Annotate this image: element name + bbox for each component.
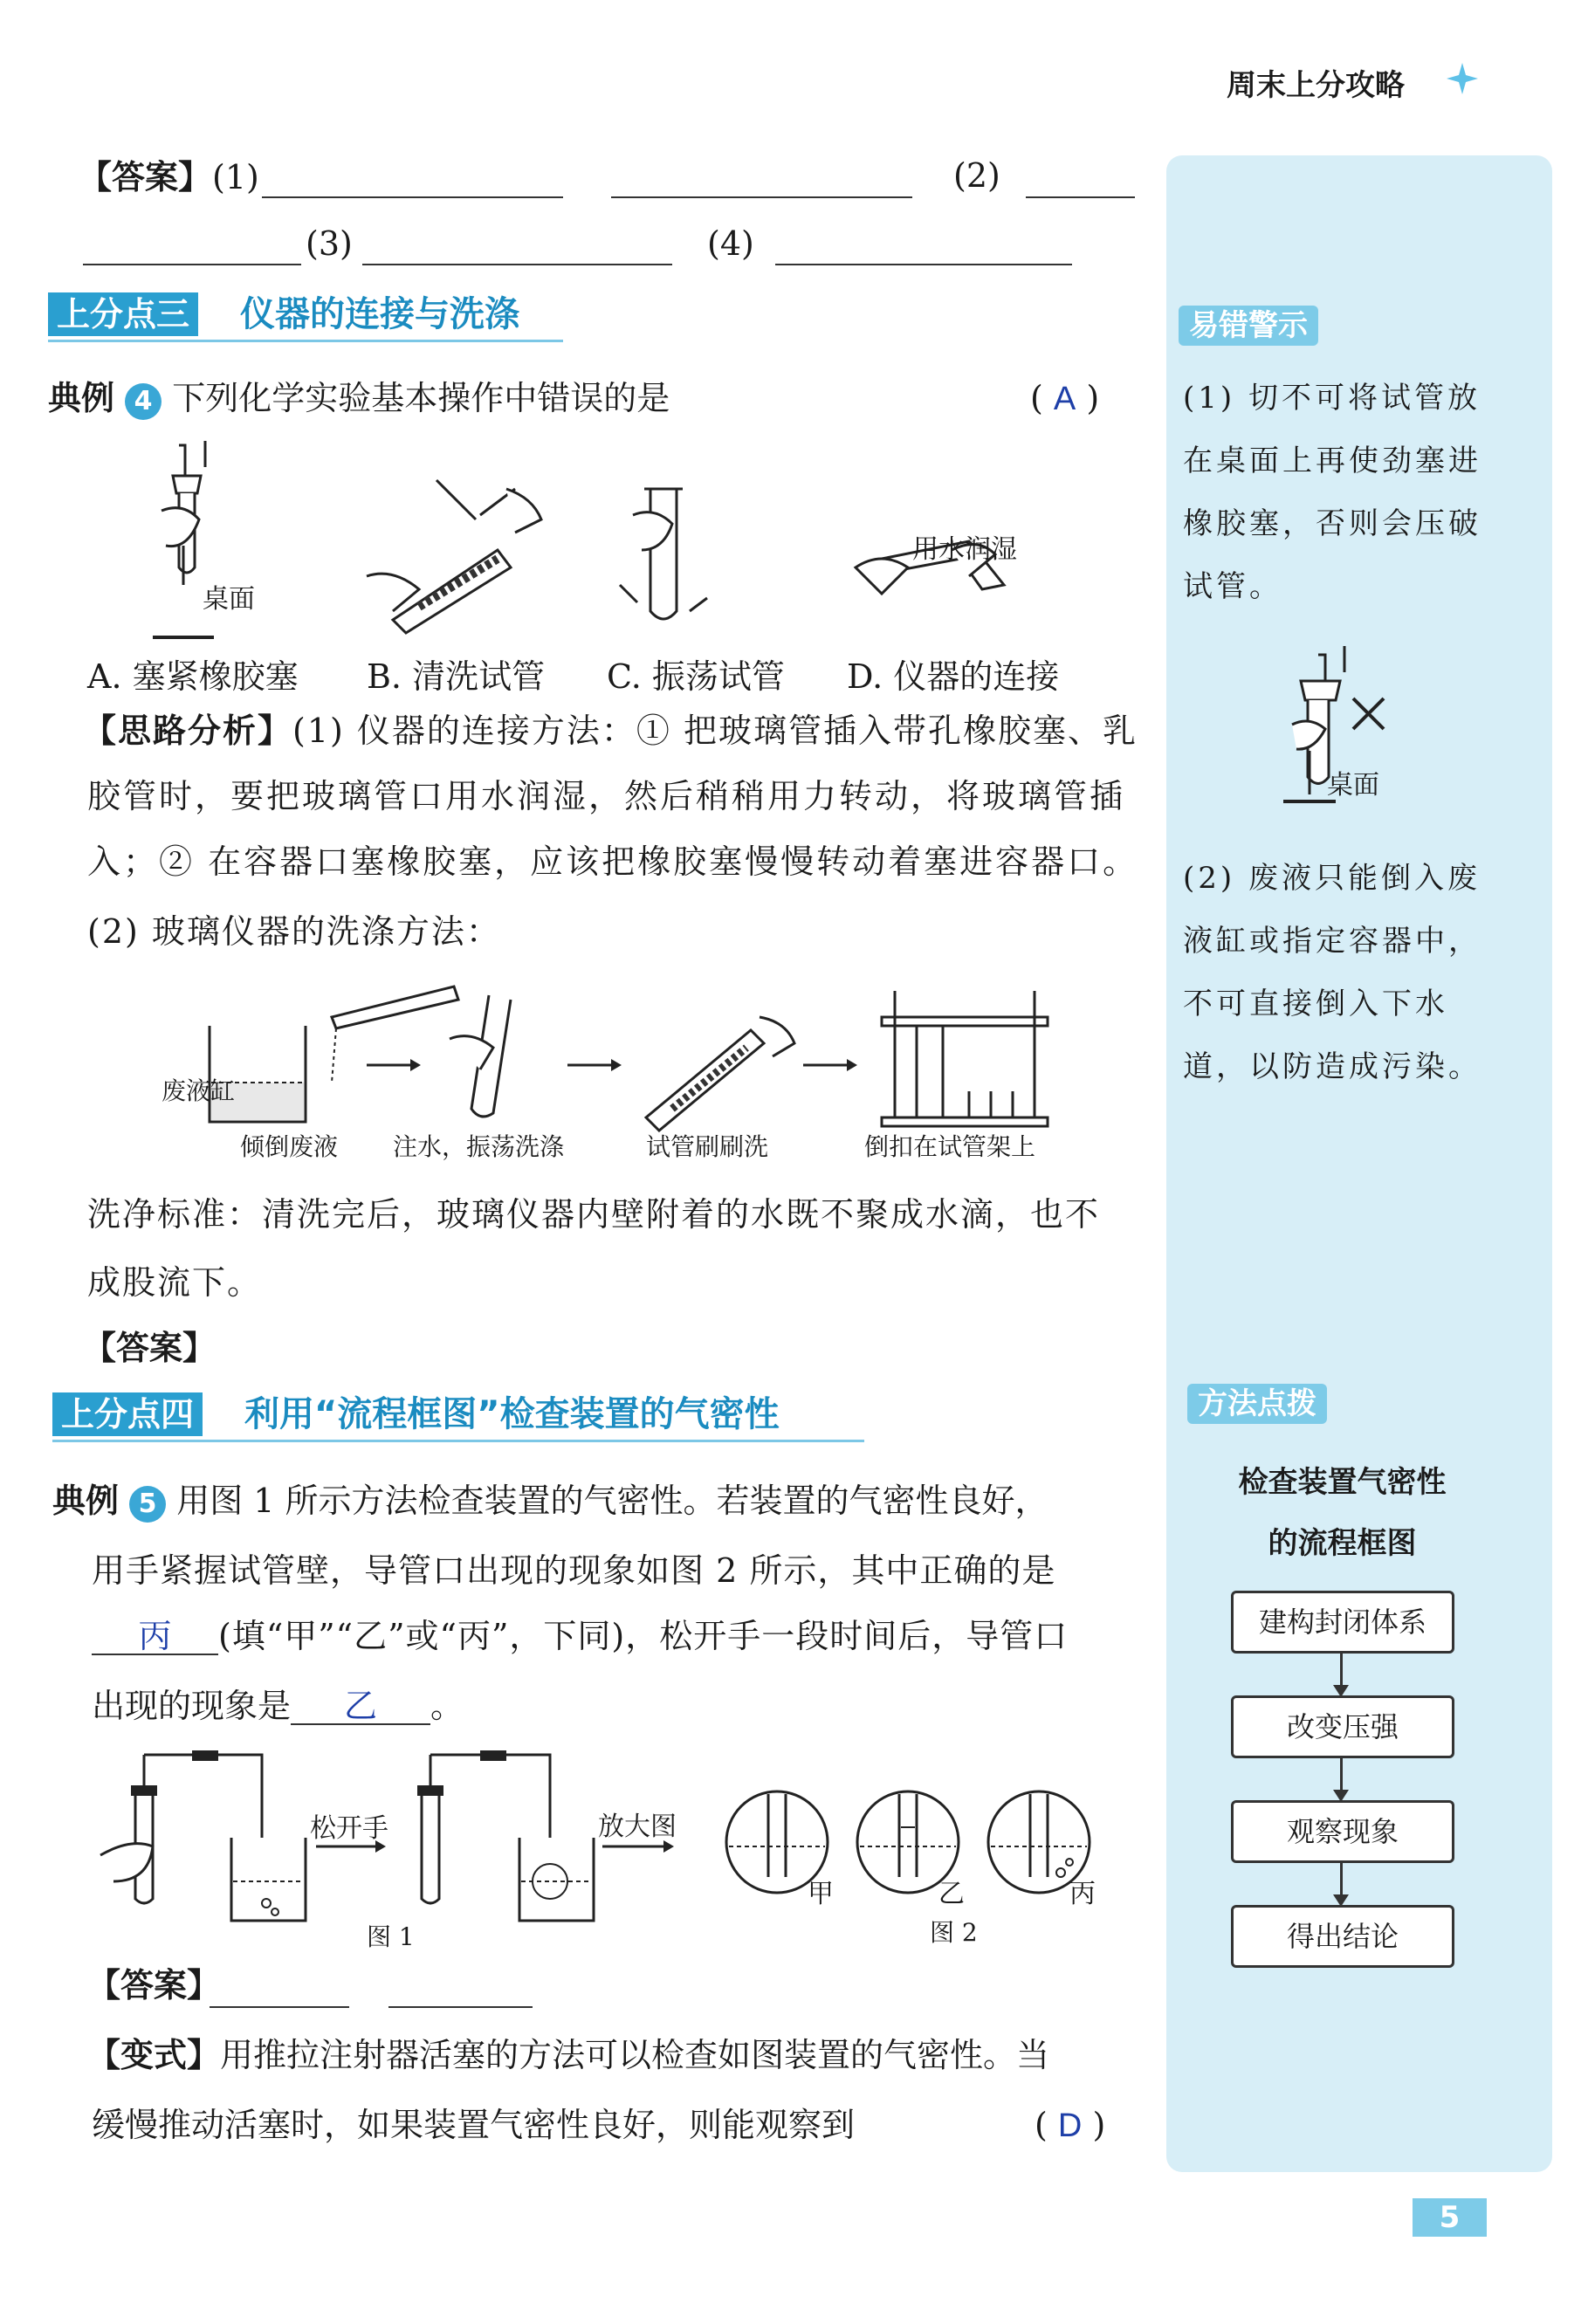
flow-arrow-3 (1340, 1863, 1343, 1898)
variant-answer: ( D ) (1035, 2106, 1106, 2144)
step-label-2: 注水，振荡洗涤 (393, 1132, 565, 1161)
step-label-3: 试管刷刷洗 (646, 1132, 769, 1161)
section-4-title: 利用“流程框图”检查装置的气密性 (244, 1394, 780, 1434)
example-5-line-2: 用手紧握试管壁，导管口出现的现象如图 2 所示，其中正确的是 (92, 1551, 1056, 1590)
blank-2b[interactable] (83, 264, 301, 265)
flow-step-3: 观察现象 (1231, 1800, 1454, 1863)
answer-n3: (3) (306, 224, 353, 263)
analysis-line-2: 胶管时，要把玻璃管口用水润湿，然后稍稍用力转动，将玻璃管插 (87, 777, 1126, 815)
section-3-tag: 上分点三 (48, 292, 198, 336)
example-5-line-3: 丙 (填“甲”“乙”或“丙”，下同)，松开手一段时间后，导管口 (92, 1619, 1068, 1655)
warn-text-1: (1) 切不可将试管放 在桌面上再使劲塞进 橡胶塞，否则会压破 试管。 (1183, 381, 1481, 604)
fig-d-wet-label: 用水润湿 (912, 534, 1017, 565)
fill-answer-1[interactable]: 丙 (92, 1620, 218, 1655)
option-b: B. 清洗试管 (367, 657, 546, 696)
header-title: 周末上分攻略 (1227, 68, 1405, 103)
flow-arrow-2 (1340, 1758, 1343, 1793)
option-c: C. 振荡试管 (607, 657, 785, 696)
option-d: D. 仪器的连接 (847, 657, 1060, 696)
flow-step-4: 得出结论 (1231, 1905, 1454, 1968)
analysis-line-1: 【思路分析】(1) 仪器的连接方法：① 把玻璃管插入带孔橡胶塞、乳 (83, 712, 1138, 750)
flow-step-1: 建构封闭体系 (1231, 1591, 1454, 1654)
circle-label-yi: 乙 (938, 1879, 965, 1909)
blank-2[interactable] (1026, 196, 1135, 198)
example-5-line-1: 典例 5 用图 1 所示方法检查装置的气密性。若装置的气密性良好， (52, 1484, 1048, 1523)
standard-line-1: 洗净标准：清洗完后，玻璃仪器内壁附着的水既不聚成水滴，也不 (87, 1195, 1101, 1234)
circle-label-bing: 丙 (1069, 1879, 1096, 1909)
answer-label-top: 【答案】 (79, 158, 212, 196)
variant-line-1: 【变式】用推拉注射器活塞的方法可以检查如图装置的气密性。当 (87, 2036, 1050, 2074)
blank-5b[interactable] (388, 2006, 533, 2008)
warn-text-2: (2) 废液只能倒入废 液缸或指定容器中， 不可直接倒入下水 道，以防造成污染。 (1183, 861, 1481, 1084)
warn-tag: 易错警示 (1179, 306, 1318, 346)
flow-title-1: 检查装置气密性 (1238, 1465, 1447, 1500)
page-number: 5 (1413, 2198, 1487, 2237)
section-4-bar (52, 1392, 864, 1441)
answer-n4: (4) (707, 224, 754, 263)
analysis-p2: (2) 玻璃仪器的洗涤方法： (87, 912, 501, 951)
step-label-1: 倾倒废液 (240, 1132, 339, 1161)
blank-3[interactable] (362, 264, 672, 265)
sparkle-icon (1445, 61, 1480, 96)
example-5-line-4: 出现的现象是 乙 。 (92, 1687, 464, 1725)
example-5-answer-label: 【答案】 (87, 1966, 221, 2004)
airtight-figures (87, 1750, 1161, 1934)
answer-n2: (2) (953, 156, 1000, 195)
fig-a-desk-label: 桌面 (203, 584, 255, 615)
option-a: A. 塞紧橡胶塞 (87, 657, 299, 696)
example-4-answer: ( A ) (1030, 379, 1100, 417)
variant-line-2: 缓慢推动活塞时，如果装置气密性良好，则能观察到 (92, 2106, 856, 2144)
flow-step-2: 改变压强 (1231, 1695, 1454, 1758)
section-3-bar (48, 292, 563, 341)
answer-n1: (1) (212, 158, 259, 196)
standard-line-2: 成股流下。 (87, 1263, 263, 1302)
washing-steps-figure (157, 978, 1083, 1135)
section-3-title: 仪器的连接与洗涤 (240, 294, 519, 334)
blank-4[interactable] (775, 264, 1072, 265)
flow-arrow-1 (1340, 1654, 1343, 1688)
step-label-4: 倒扣在试管架上 (864, 1132, 1036, 1161)
analysis-answer-label: 【答案】 (83, 1329, 217, 1367)
circle-label-jia: 甲 (808, 1879, 834, 1909)
fig1-label: 图 1 (367, 1922, 415, 1951)
section-4-tag: 上分点四 (52, 1392, 203, 1436)
fig2-label: 图 2 (930, 1918, 978, 1947)
analysis-line-3: 入；② 在容器口塞橡胶塞，应该把橡胶塞慢慢转动着塞进容器口。 (87, 842, 1139, 881)
sidebar-desk-label: 桌面 (1327, 770, 1379, 801)
blank-5a[interactable] (210, 2006, 349, 2008)
example-4-question: 典例 4 下列化学实验基本操作中错误的是 (48, 382, 670, 420)
blank-1b[interactable] (611, 196, 912, 198)
method-tag: 方法点拨 (1187, 1384, 1327, 1424)
flow-title-2: 的流程框图 (1268, 1526, 1417, 1561)
blank-1[interactable] (262, 196, 563, 198)
waste-label: 废液缸 (162, 1076, 236, 1105)
release-label: 松开手 (310, 1813, 388, 1844)
zoom-label: 放大图 (598, 1812, 677, 1842)
fill-answer-2[interactable]: 乙 (291, 1690, 430, 1725)
